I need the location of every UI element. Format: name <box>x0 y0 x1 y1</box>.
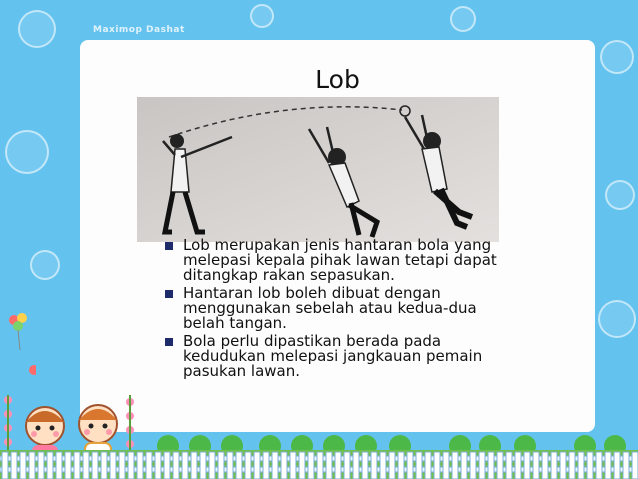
watermark-text: Maximop Dashat <box>93 25 185 35</box>
fence-picket <box>533 452 539 479</box>
fence-picket <box>236 452 242 479</box>
fence-picket <box>551 452 557 479</box>
volleyball-lob-illustration <box>137 97 499 242</box>
balloon-icon <box>6 310 36 390</box>
fence-picket <box>605 452 611 479</box>
fence-picket <box>587 452 593 479</box>
fence-picket <box>245 452 251 479</box>
decor-bubble <box>18 10 56 48</box>
square-bullet-icon <box>165 242 173 250</box>
fence-picket <box>326 452 332 479</box>
fence-picket <box>560 452 566 479</box>
fence-picket <box>101 452 107 479</box>
decor-bubble <box>250 4 274 28</box>
bullet-text: Lob merupakan jenis hantaran bola yang melepasi kepala pihak lawan tetapi dapat ditangkap rakan sepasukan. <box>183 236 497 284</box>
fence-picket <box>92 452 98 479</box>
bullet-text: Bola perlu dipastikan berada pada kedudukan melepasi jangkauan pemain pasukan lawan. <box>183 332 483 380</box>
decor-bubble <box>5 130 49 174</box>
fence-picket <box>425 452 431 479</box>
decor-bubble <box>450 6 476 32</box>
bullet-list <box>164 238 514 382</box>
fence-picket <box>497 452 503 479</box>
fence-picket <box>254 452 260 479</box>
fence-picket <box>578 452 584 479</box>
fence-picket <box>29 452 35 479</box>
fence-picket <box>11 452 17 479</box>
fence-picket <box>65 452 71 479</box>
fence-picket <box>542 452 548 479</box>
fence-picket <box>119 452 125 479</box>
fence-picket <box>317 452 323 479</box>
decor-bubble <box>598 300 636 338</box>
fence-picket <box>461 452 467 479</box>
bullet-text: Hantaran lob boleh dibuat dengan menggunakan sebelah atau kedua-dua belah tangan. <box>183 284 477 332</box>
fence-picket <box>263 452 269 479</box>
fence-picket <box>164 452 170 479</box>
fence-picket <box>443 452 449 479</box>
fence-picket <box>353 452 359 479</box>
bullet-item <box>164 286 514 331</box>
fence-picket <box>182 452 188 479</box>
fence-picket <box>290 452 296 479</box>
fence-picket <box>515 452 521 479</box>
slide-title: Lob <box>315 65 360 94</box>
fence-picket <box>155 452 161 479</box>
picket-fence <box>0 450 638 479</box>
square-bullet-icon <box>165 290 173 298</box>
fence-picket <box>524 452 530 479</box>
fence-picket <box>479 452 485 479</box>
fence-picket <box>74 452 80 479</box>
slide-content <box>80 40 595 432</box>
fence-picket <box>83 452 89 479</box>
fence-picket <box>272 452 278 479</box>
fence-picket <box>632 452 638 479</box>
fence-picket <box>173 452 179 479</box>
fence-picket <box>146 452 152 479</box>
fence-picket <box>2 452 8 479</box>
fence-picket <box>299 452 305 479</box>
fence-picket <box>200 452 206 479</box>
fence-picket <box>335 452 341 479</box>
decor-bubble <box>605 180 635 210</box>
fence-picket <box>398 452 404 479</box>
decor-bubble <box>30 250 60 280</box>
fence-picket <box>407 452 413 479</box>
fence-picket <box>218 452 224 479</box>
fence-picket <box>371 452 377 479</box>
fence-picket <box>38 452 44 479</box>
square-bullet-icon <box>165 338 173 346</box>
fence-picket <box>227 452 233 479</box>
fence-picket <box>623 452 629 479</box>
bullet-item <box>164 238 514 283</box>
bullet-item <box>164 334 514 379</box>
fence-picket <box>452 452 458 479</box>
decor-bubble <box>600 40 634 74</box>
fence-picket <box>56 452 62 479</box>
fence-picket <box>191 452 197 479</box>
fence-picket <box>470 452 476 479</box>
fence-picket <box>110 452 116 479</box>
fence-picket <box>362 452 368 479</box>
fence-picket <box>614 452 620 479</box>
fence-picket <box>389 452 395 479</box>
fence-picket <box>416 452 422 479</box>
fence-picket <box>488 452 494 479</box>
fence-picket <box>596 452 602 479</box>
fence-picket <box>434 452 440 479</box>
fence-picket <box>569 452 575 479</box>
fence-picket <box>506 452 512 479</box>
fence-picket <box>47 452 53 479</box>
fence-picket <box>20 452 26 479</box>
fence-picket <box>281 452 287 479</box>
fence-picket <box>308 452 314 479</box>
fence-picket <box>128 452 134 479</box>
fence-picket <box>137 452 143 479</box>
fence-picket <box>344 452 350 479</box>
fence-picket <box>380 452 386 479</box>
fence-picket <box>209 452 215 479</box>
